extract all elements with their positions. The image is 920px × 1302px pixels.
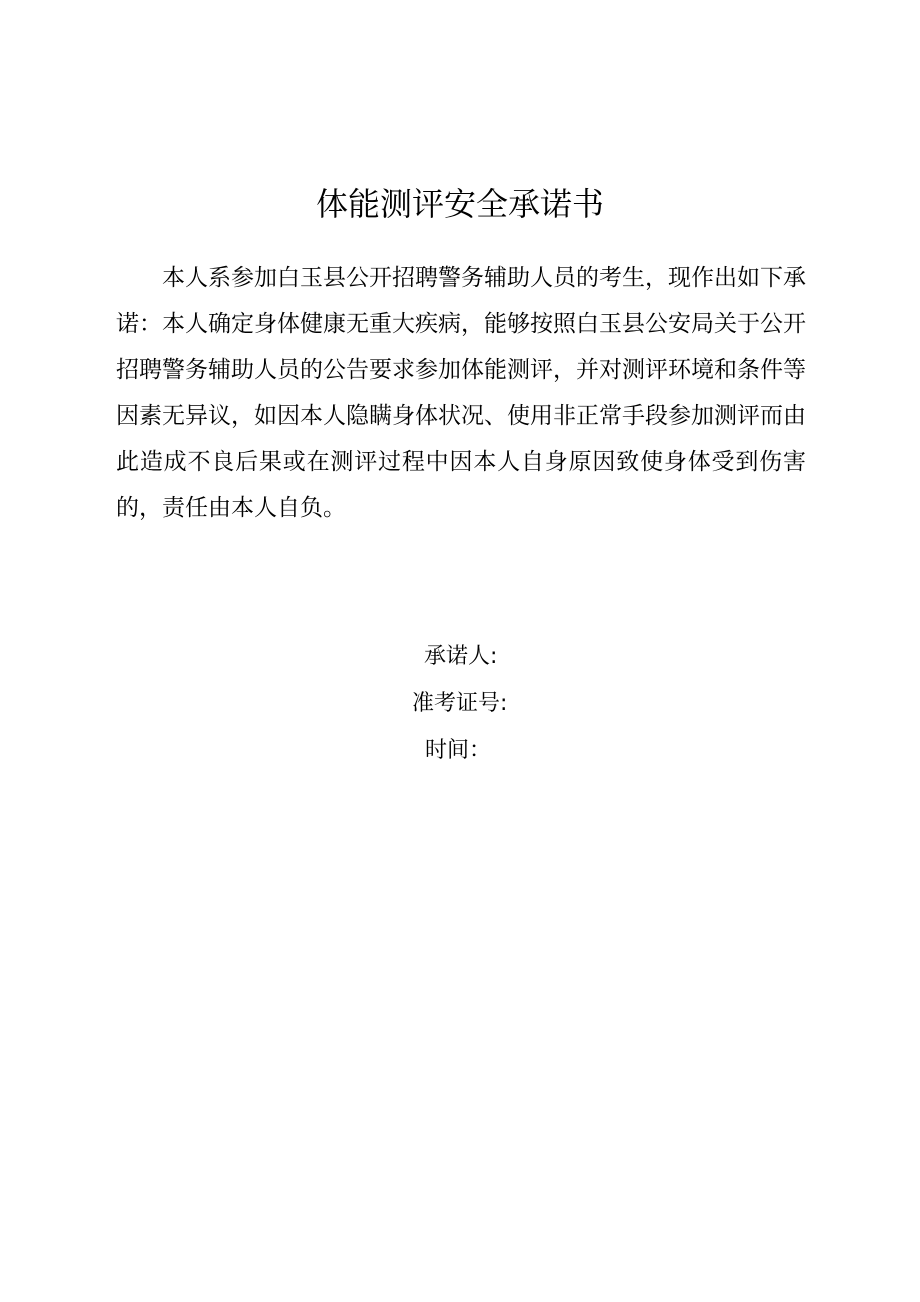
ticket-number-line (0, 680, 920, 727)
document-title: 体能测评安全承诺书 (315, 185, 604, 223)
promisor-label: 承诺人: (424, 644, 498, 669)
signature-block (0, 633, 920, 774)
ticket-number-label: 准考证号: (412, 691, 508, 716)
promisor-line (0, 633, 920, 680)
time-label: 时间： (425, 738, 492, 763)
commitment-paragraph: 本人系参加白玉县公开招聘警务辅助人员的考生，现作出如下承诺：本人确定身体健康无重大疾病，能够按照白玉县公安局关于公开招聘警务辅助人员的公告要求参加体能测评，并对测评环境和条件等因素无异议，如因本人隐瞒身体状况、使用非正常手段参加测评而由此造成不良后果或在测评过程中因本人自身原因致使身体受到伤害的，责任由本人自负。 (116, 265, 806, 521)
time-line (0, 727, 920, 774)
